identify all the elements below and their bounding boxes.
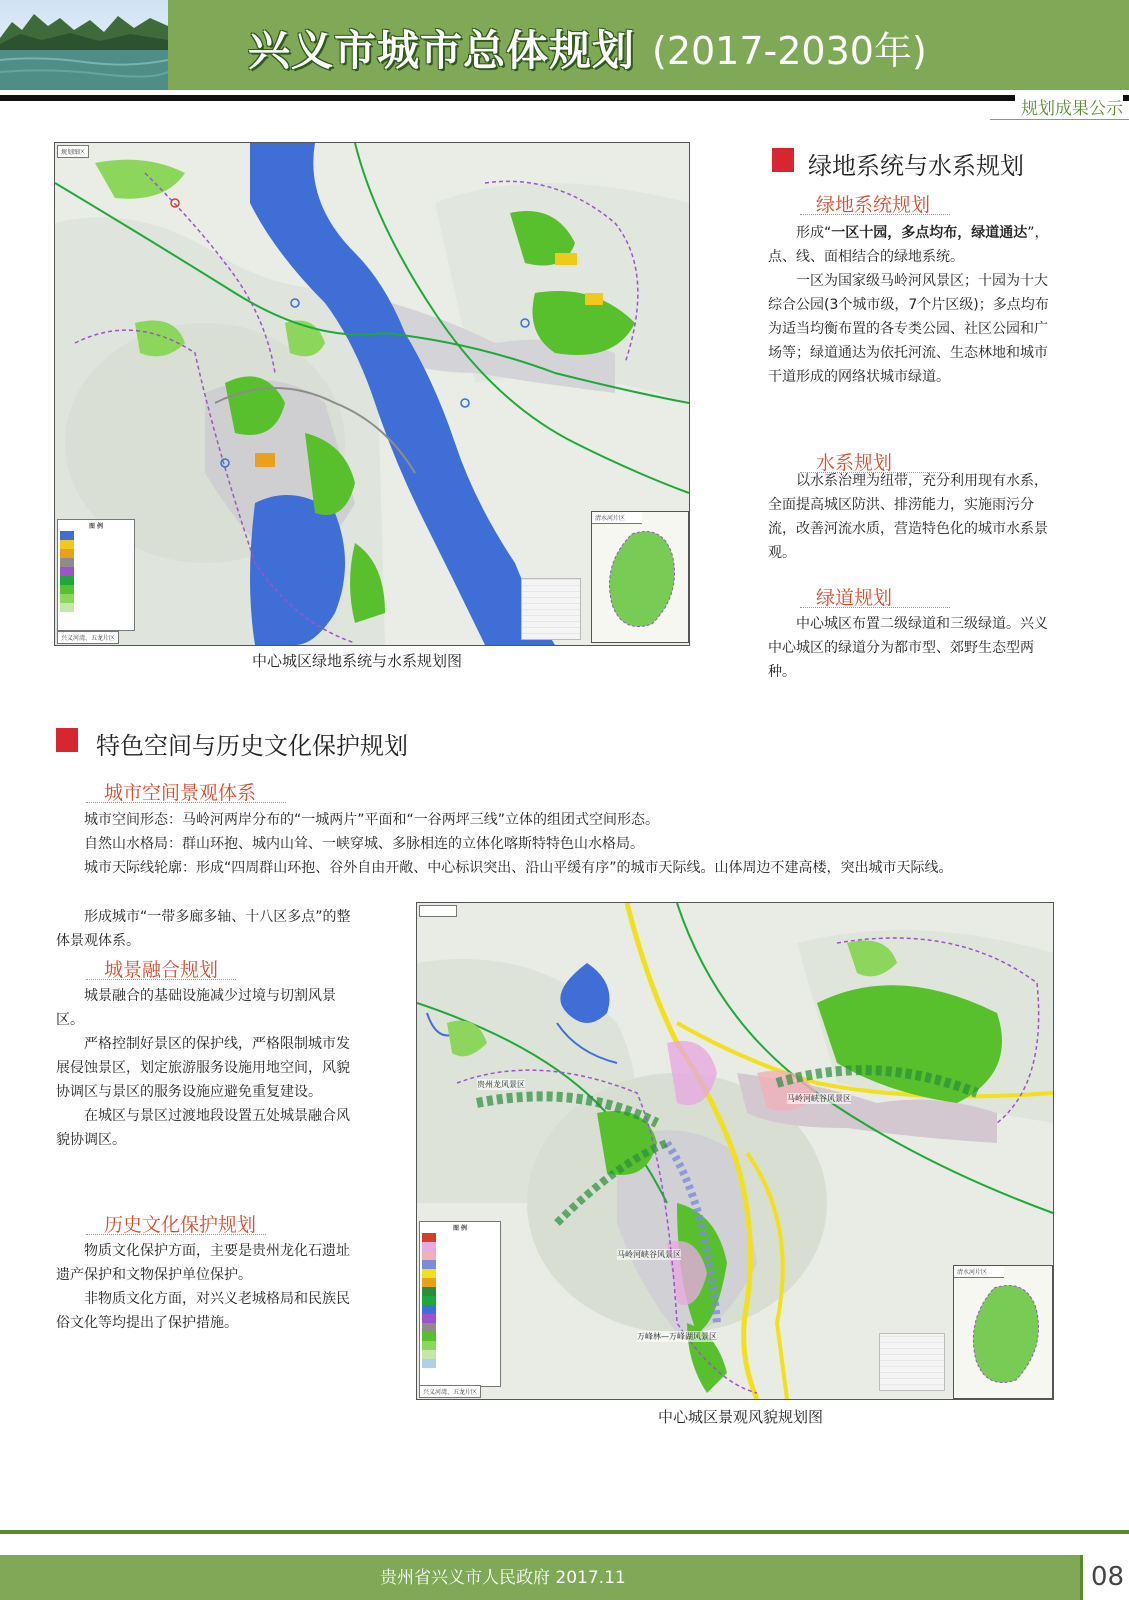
heading-underline: [800, 214, 950, 215]
map-footer-tag: 兴义河湾、五龙片区: [57, 631, 119, 644]
inset-graphic: [592, 524, 688, 642]
heritage-p2: 非物质文化方面，对兴义老城格局和民族民俗文化等均提出了保护措施。: [56, 1291, 350, 1331]
heading-underline: [86, 1234, 266, 1235]
landscape-heading: 城市空间景观体系: [104, 782, 257, 804]
legend-row: [422, 1242, 498, 1251]
map-table: [521, 578, 581, 640]
heading-underline: [800, 607, 950, 608]
legend-row: [60, 531, 132, 540]
footer-rule: [0, 1530, 1129, 1534]
map-label: 万峰林—万峰湖风景区: [637, 1332, 717, 1341]
green-p1-pre: 形成“: [796, 225, 832, 241]
fusion-heading: 城景融合规划: [104, 959, 219, 981]
section-marker: [56, 728, 78, 752]
map-footer-tag: 兴义河湾、五龙片区: [419, 1385, 481, 1398]
subtitle-underline: [990, 119, 1129, 120]
green-text: [768, 221, 1060, 389]
inset-title: 清水河片区: [954, 1266, 1004, 1278]
legend-row: [422, 1359, 498, 1368]
legend-row: [60, 540, 132, 549]
landscape-l3: 城市天际线轮廓：形成“四周群山环抱、谷外自由开敞、中心标识突出、沿山平缓有序”的城市天际线。山体周边不建高楼，突出城市天际线。: [84, 860, 953, 876]
legend-row: [422, 1323, 498, 1332]
map-inset: [953, 1265, 1053, 1399]
section1-title: 绿地系统与水系规划: [808, 152, 1024, 180]
legend-row: [422, 1251, 498, 1260]
water-heading: 水系规划: [816, 452, 893, 474]
map-inset: [591, 511, 689, 643]
header-rule: [0, 95, 1129, 101]
legend-title: 图 例: [452, 1225, 468, 1232]
landscape-l4: 形成城市“一带多廊多轴、十八区多点”的整体景观体系。: [56, 909, 351, 949]
greenway-heading: 绿道规划: [816, 587, 893, 609]
inset-title: 清水河片区: [592, 512, 642, 524]
map-label: 马岭河峡谷风景区: [617, 1250, 681, 1259]
fusion-p2: 严格控制好景区的保护线，严格限制城市发展侵蚀景区，划定旅游服务设施用地空间，风貌协调区与景区的服务设施应避免重复建设。: [56, 1036, 350, 1100]
landscape-l2: 自然山水格局：群山环抱、城内山耸、一峡穿城、多脉相连的立体化喀斯特特色山水格局。: [84, 836, 644, 852]
legend-row: [60, 594, 132, 603]
water-text: [768, 469, 1060, 565]
footer-text: 贵州省兴义市人民政府 2017.11: [380, 1568, 626, 1588]
legend-row: [422, 1296, 498, 1305]
fusion-p1: 城景融合的基础设施减少过境与切割风景区。: [56, 988, 336, 1028]
legend-row: [60, 558, 132, 567]
legend-row: [422, 1332, 498, 1341]
page-title-year: (2017-2030年): [652, 29, 927, 73]
legend-row: [60, 567, 132, 576]
legend-row: [422, 1260, 498, 1269]
map-legend: [57, 519, 135, 631]
map2-caption: 中心城区景观风貌规划图: [658, 1408, 824, 1426]
legend-row: [422, 1278, 498, 1287]
landscape-text: [56, 808, 1060, 880]
landscape-map: [416, 902, 1054, 1400]
green-p1: [768, 221, 1060, 269]
legend-row: [60, 576, 132, 585]
green-p2: 一区为国家级马岭河风景区；十园为十大综合公园(3个城市级，7个片区级)；多点均布为适当均衡布置的各专类公园、社区公园和广场等；绿道通达为依托河流、生态林地和城市干道形成的网络状城市绿道。: [768, 273, 1049, 385]
landscape-l1: 城市空间形态：马岭河两岸分布的“一城两片”平面和“一谷两坪三线”立体的组团式空间形态。: [84, 812, 660, 828]
legend-row: [422, 1350, 498, 1359]
inset-graphic: [954, 1278, 1052, 1398]
map-legend: [419, 1221, 501, 1387]
header-photo: [0, 0, 168, 90]
page-number: 08: [1080, 1555, 1129, 1600]
heritage-p1: 物质文化保护方面，主要是贵州龙化石遗址遗产保护和文物保护单位保护。: [56, 1243, 350, 1283]
legend-row: [422, 1269, 498, 1278]
legend-row: [422, 1233, 498, 1242]
page-subtitle: 规划成果公示: [1015, 94, 1123, 119]
section2-title: 特色空间与历史文化保护规划: [96, 732, 408, 760]
map1-caption: 中心城区绿地系统与水系规划图: [252, 652, 463, 670]
legend-row: [60, 585, 132, 594]
legend-row: [422, 1314, 498, 1323]
fusion-p3: 在城区与景区过渡地段设置五处城景融合风貌协调区。: [56, 1108, 350, 1148]
map-corner-tag: 规划图区: [57, 145, 89, 158]
green-water-map: [54, 142, 690, 646]
landscape-summary: [56, 905, 352, 953]
heading-underline: [86, 802, 286, 803]
legend-row: [60, 549, 132, 558]
heritage-text: [56, 1239, 352, 1335]
green-p1-post: ”，点、线、面相结合的绿地系统。: [768, 225, 1049, 265]
page-title: 兴义市城市总体规划: [248, 26, 636, 75]
legend-row: [422, 1341, 498, 1350]
green-p1-bold: 一区十园，多点均布，绿道通达: [831, 225, 1028, 241]
water-p1: 以水系治理为纽带，充分利用现有水系，全面提高城区防洪、排涝能力，实施雨污分流，改善河流水质，营造特色化的城市水系景观。: [768, 473, 1048, 561]
map-label: 贵州龙风景区: [477, 1080, 525, 1089]
fusion-text: [56, 984, 352, 1152]
map-table: [879, 1333, 945, 1391]
heritage-heading: 历史文化保护规划: [104, 1214, 257, 1236]
map-label: 马岭河峡谷风景区: [787, 1094, 851, 1103]
legend-row: [60, 603, 132, 612]
map-corner-tag: [419, 905, 457, 917]
section-marker: [772, 148, 794, 172]
heading-underline: [86, 979, 236, 980]
greenway-text: [768, 612, 1060, 684]
green-heading: 绿地系统规划: [816, 194, 931, 216]
legend-row: [422, 1305, 498, 1314]
greenway-p1: 中心城区布置二级绿道和三级绿道。兴义中心城区的绿道分为都市型、郊野生态型两种。: [768, 616, 1048, 680]
legend-row: [422, 1287, 498, 1296]
legend-title: 图 例: [88, 523, 104, 530]
